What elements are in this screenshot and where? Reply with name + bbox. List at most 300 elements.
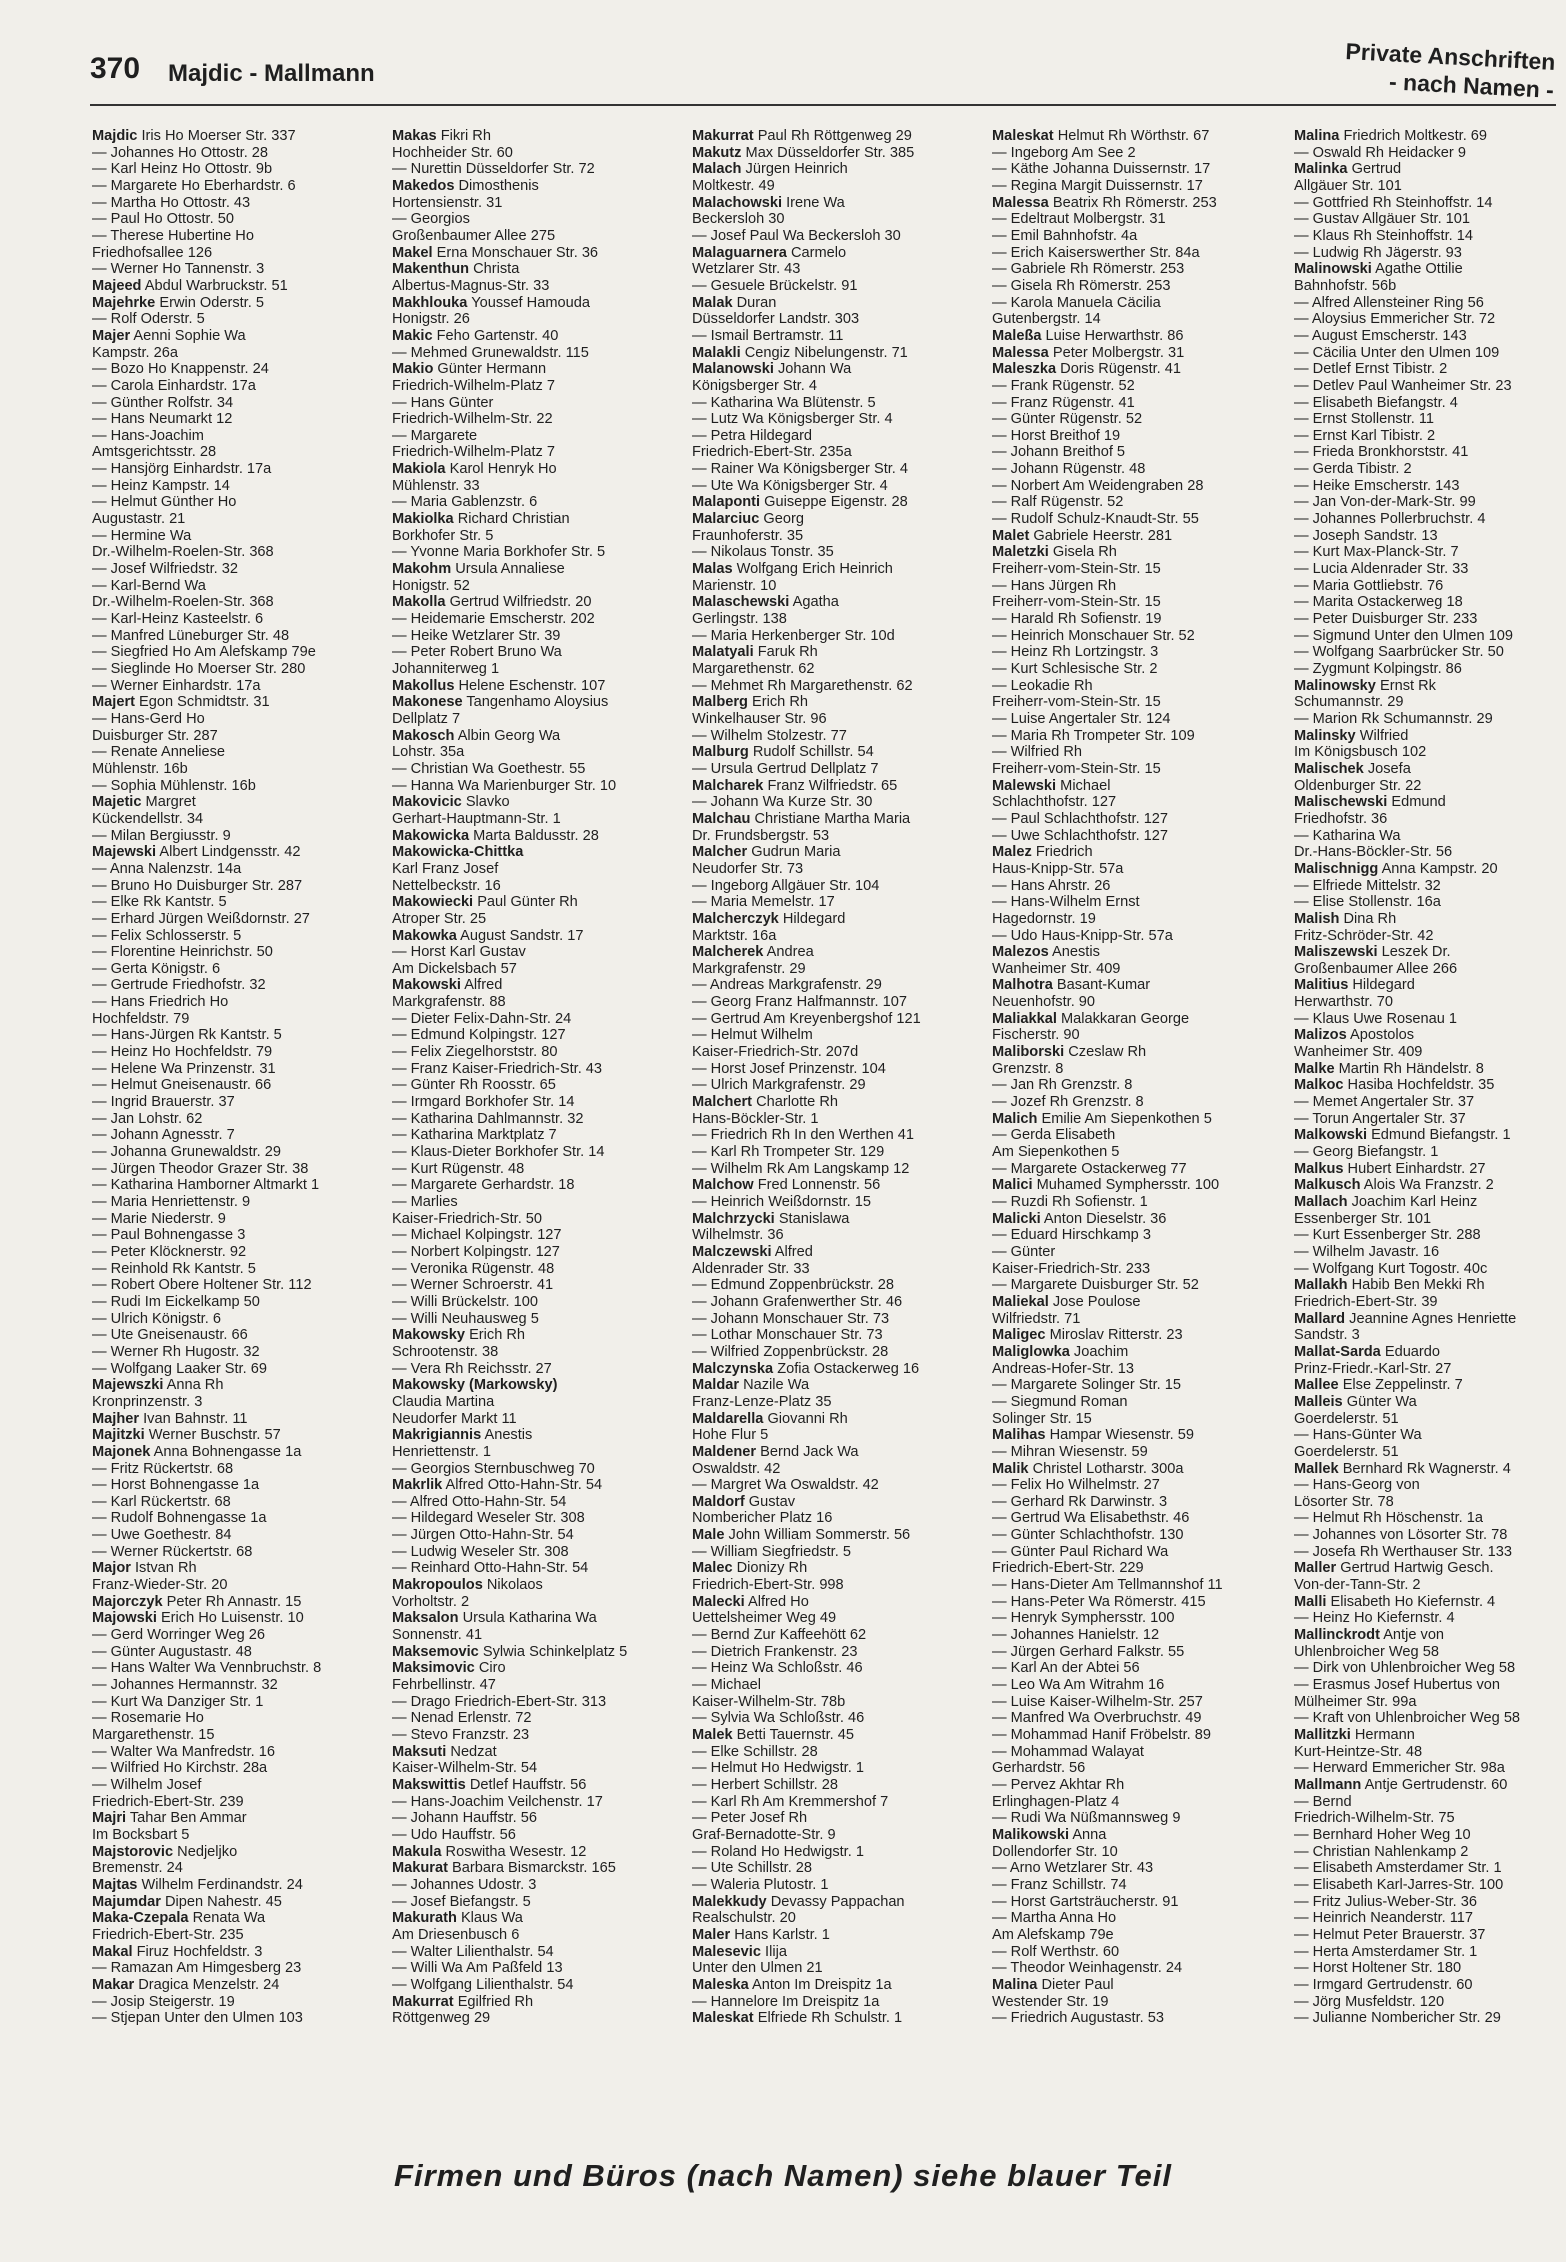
directory-entry: [992, 1877, 1274, 1894]
entry-details: Dina Rh: [1343, 910, 1397, 927]
directory-entry: [92, 828, 374, 845]
directory-entry: [392, 1211, 674, 1228]
entry-details: — Werner Rh Hugostr. 32: [92, 1343, 260, 1360]
entry-details: — Gerd Worringer Weg 26: [92, 1627, 266, 1644]
entry-details: Henriettenstr. 1: [392, 1443, 491, 1460]
entry-details: — Günter Schlachthofstr. 130: [992, 1527, 1184, 1544]
directory-entry: [1294, 345, 1556, 362]
directory-entry: [1294, 811, 1556, 828]
entry-details: — Elise Stollenstr. 16a: [1294, 894, 1441, 911]
directory-entry: [1294, 1644, 1556, 1661]
directory-entry: [992, 1377, 1274, 1394]
directory-entry: [992, 1011, 1274, 1028]
entry-details: Paul Günter Rh: [477, 894, 578, 911]
directory-entry: [692, 878, 974, 895]
entry-details: Dragica Menzelstr. 24: [138, 1976, 280, 1993]
entry-surname: Mallard: [1294, 1310, 1346, 1327]
directory-entry: [92, 478, 374, 495]
entry-details: Muhamed Symphersstr. 100: [1036, 1177, 1220, 1194]
directory-entry: [692, 661, 974, 678]
directory-entry: [392, 1627, 674, 1644]
directory-entry: [692, 961, 974, 978]
entry-surname: Malkusch: [1294, 1177, 1361, 1194]
entry-surname: Majeed: [92, 277, 142, 294]
entry-details: Dipen Nahestr. 45: [165, 1893, 282, 1910]
directory-entry: [392, 395, 674, 412]
entry-details: — Ernst Karl Tibistr. 2: [1294, 427, 1436, 444]
directory-entry: [392, 1044, 674, 1061]
entry-details: Duisburger Str. 287: [92, 727, 218, 744]
entry-details: Marta Baldusstr. 28: [473, 827, 599, 844]
entry-details: — Katharina Hamborner Altmarkt 1: [92, 1177, 320, 1194]
entry-details: — Gerda Elisabeth: [992, 1127, 1116, 1144]
entry-details: — Nenad Erlenstr. 72: [392, 1710, 532, 1727]
directory-entry: [1294, 994, 1556, 1011]
directory-entry: [392, 211, 674, 228]
entry-surname: Malhotra: [992, 977, 1053, 994]
entry-details: — Helmut Peter Brauerstr. 37: [1294, 1926, 1486, 1943]
entry-details: — Marita Ostackerweg 18: [1294, 594, 1463, 611]
entry-details: Helene Eschenstr. 107: [458, 677, 606, 694]
directory-entry: [992, 944, 1274, 961]
entry-surname: Malinsky: [1294, 727, 1356, 744]
entry-details: Wetzlarer Str. 43: [692, 261, 801, 278]
entry-surname: Majher: [92, 1410, 140, 1427]
page-title: Majdic - Mallmann: [168, 60, 375, 87]
directory-entry: [92, 345, 374, 362]
directory-entry: [692, 1494, 974, 1511]
entry-details: Freiherr-vom-Stein-Str. 15: [992, 594, 1161, 611]
directory-entry: [692, 628, 974, 645]
directory-entry: [392, 594, 674, 611]
entry-surname: Malici: [992, 1177, 1033, 1194]
entry-details: Sonnenstr. 41: [392, 1627, 483, 1644]
directory-entry: [992, 295, 1274, 312]
directory-entry: [92, 378, 374, 395]
directory-entry: [992, 1910, 1274, 1927]
entry-surname: Mallach: [1294, 1194, 1348, 1210]
entry-details: Wilfried: [1359, 727, 1409, 744]
entry-details: Elfriede Rh Schulstr. 1: [757, 2010, 903, 2027]
entry-details: — Elke Rk Kantstr. 5: [92, 894, 227, 911]
directory-entry: [92, 1744, 374, 1761]
directory-entry: [692, 1910, 974, 1927]
entry-details: — Leo Wa Am Witrahm 16: [992, 1677, 1165, 1694]
directory-entry: [392, 1527, 674, 1544]
entry-surname: Malessa: [992, 194, 1049, 211]
directory-entry: [1294, 1244, 1556, 1261]
directory-entry: [1294, 544, 1556, 561]
entry-details: — Heinz Ho Kiefernstr. 4: [1294, 1610, 1455, 1627]
entry-surname: Maliborski: [992, 1044, 1065, 1061]
directory-entry: [692, 361, 974, 378]
directory-entry: [92, 1860, 374, 1877]
directory-entry: [392, 1644, 674, 1661]
entry-details: — Maria Memelstr. 17: [692, 894, 835, 911]
listing-column-5: [1294, 128, 1556, 2027]
entry-surname: Malec: [692, 1560, 733, 1577]
entry-details: Borkhofer Str. 5: [392, 527, 494, 544]
entry-details: Friedrich-Ebert-Str. 39: [1294, 1293, 1438, 1310]
entry-details: Neudorfer Markt 11: [392, 1410, 517, 1427]
directory-entry: [92, 295, 374, 312]
directory-entry: [392, 461, 674, 478]
entry-surname: Makowicka: [392, 827, 470, 844]
entry-details: — Horst Karl Gustav: [392, 944, 526, 961]
entry-details: — Hans-Joachim Veilchenstr. 17: [392, 1793, 603, 1810]
directory-entry: [992, 211, 1274, 228]
directory-entry: [992, 861, 1274, 878]
directory-entry: [1294, 311, 1556, 328]
entry-details: — Heinz Ho Hochfeldstr. 79: [92, 1044, 273, 1061]
entry-details: — Udo Haus-Knipp-Str. 57a: [992, 927, 1173, 944]
entry-details: — Cäcilia Unter den Ulmen 109: [1294, 344, 1500, 361]
directory-entry: [392, 994, 674, 1011]
entry-details: Max Düsseldorfer Str. 385: [745, 144, 915, 161]
directory-entry: [992, 461, 1274, 478]
entry-details: — Günter Rügenstr. 52: [992, 411, 1143, 428]
directory-entry: [692, 278, 974, 295]
entry-details: — Margarete Ho Eberhardstr. 6: [92, 177, 296, 194]
directory-entry: [692, 1344, 974, 1361]
directory-entry: [992, 1094, 1274, 1111]
directory-entry: [1294, 1610, 1556, 1627]
directory-entry: [92, 1344, 374, 1361]
directory-entry: [392, 661, 674, 678]
entry-details: — Günther Rolfstr. 34: [92, 394, 234, 411]
directory-entry: [392, 1910, 674, 1927]
entry-details: — Dirk von Uhlenbroicher Weg 58: [1294, 1660, 1516, 1677]
entry-details: — Georg Franz Halfmannstr. 107: [692, 994, 907, 1011]
directory-entry: [992, 528, 1274, 545]
entry-details: — Peter Duisburger Str. 233: [1294, 611, 1478, 628]
entry-details: — Theodor Weinhagenstr. 24: [992, 1960, 1183, 1977]
entry-details: Kronprinzenstr. 3: [92, 1393, 203, 1410]
entry-details: Gerhardstr. 56: [992, 1760, 1086, 1777]
entry-details: — Nurettin Düsseldorfer Str. 72: [392, 161, 595, 178]
entry-details: — Sieglinde Ho Moerser Str. 280: [92, 661, 306, 677]
entry-details: — Maria Gottliebstr. 76: [1294, 577, 1444, 594]
entry-details: — Christian Nahlenkamp 2: [1294, 1843, 1469, 1860]
entry-details: Renata Wa: [192, 1910, 266, 1927]
directory-entry: [392, 228, 674, 245]
entry-details: Nettelbeckstr. 16: [392, 877, 501, 894]
entry-details: Egon Schmidtstr. 31: [139, 694, 270, 711]
entry-details: — Werner Ho Tannenstr. 3: [92, 261, 265, 278]
directory-entry: [1294, 694, 1556, 711]
directory-entry: [392, 1194, 674, 1211]
directory-entry: [692, 1144, 974, 1161]
directory-entry: [1294, 1927, 1556, 1944]
directory-entry: [92, 1111, 374, 1128]
entry-details: Schlachthofstr. 127: [992, 794, 1117, 811]
directory-entry: [92, 861, 374, 878]
entry-details: — Rainer Wa Königsberger Str. 4: [692, 461, 909, 478]
entry-surname: Maleßa: [992, 327, 1042, 344]
directory-entry: [992, 1760, 1274, 1777]
directory-entry: [92, 1461, 374, 1478]
directory-entry: [92, 911, 374, 928]
entry-details: Georg: [763, 511, 804, 528]
entry-details: Friedrich-Wilhelm-Platz 7: [392, 444, 555, 461]
entry-details: Nedzat: [450, 1743, 497, 1760]
directory-entry: [692, 1327, 974, 1344]
entry-details: — Ute Gneisenaustr. 66: [92, 1327, 248, 1344]
entry-surname: Malcharek: [692, 777, 764, 794]
directory-entry: [692, 944, 974, 961]
entry-surname: Makowiecki: [392, 894, 474, 911]
entry-details: Slavko: [465, 794, 510, 811]
entry-details: Fritz-Schröder-Str. 42: [1294, 927, 1434, 944]
entry-details: — Reinhold Rk Kantstr. 5: [92, 1260, 256, 1277]
directory-entry: [1294, 911, 1556, 928]
entry-details: — Georgios Sternbuschweg 70: [392, 1460, 595, 1477]
entry-details: — August Emscherstr. 143: [1294, 327, 1467, 344]
directory-entry: [992, 611, 1274, 628]
directory-entry: [92, 794, 374, 811]
entry-surname: Mallek: [1294, 1460, 1339, 1477]
directory-entry: [692, 1960, 974, 1977]
entry-details: — Werner Rückertstr. 68: [92, 1543, 253, 1560]
entry-details: — Gustav Allgäuer Str. 101: [1294, 211, 1471, 228]
directory-entry: [392, 1177, 674, 1194]
entry-details: Peter Rh Annastr. 15: [166, 1593, 302, 1610]
entry-surname: Malak: [692, 294, 733, 311]
entry-details: Freiherr-vom-Stein-Str. 15: [992, 694, 1161, 711]
directory-entry: [1294, 478, 1556, 495]
entry-details: Wilfriedstr. 71: [992, 1310, 1081, 1327]
entry-details: — Willi Neuhausweg 5: [392, 1310, 539, 1327]
directory-entry: [92, 844, 374, 861]
directory-entry: [992, 1694, 1274, 1711]
directory-entry: [692, 1294, 974, 1311]
entry-surname: Malchrzycki: [692, 1210, 775, 1227]
directory-entry: [992, 644, 1274, 661]
directory-entry: [392, 1960, 674, 1977]
entry-details: — Uwe Schlachthofstr. 127: [992, 827, 1169, 844]
entry-details: — Margarete Solinger Str. 15: [992, 1377, 1181, 1394]
directory-entry: [92, 894, 374, 911]
directory-entry: [1294, 1694, 1556, 1711]
directory-entry: [692, 528, 974, 545]
entry-details: — Roland Ho Hedwigstr. 1: [692, 1843, 864, 1860]
entry-details: Marienstr. 10: [692, 577, 777, 594]
entry-surname: Malecki: [692, 1593, 745, 1610]
directory-entry: [692, 1510, 974, 1527]
directory-entry: [1294, 461, 1556, 478]
directory-entry: [1294, 611, 1556, 628]
directory-entry: [692, 1827, 974, 1844]
entry-details: Charlotte Rh: [756, 1094, 839, 1111]
entry-details: Von-der-Tann-Str. 2: [1294, 1577, 1421, 1594]
entry-details: Anna Rh: [166, 1377, 224, 1394]
entry-surname: Makrlik: [392, 1477, 443, 1494]
entry-details: Ciro: [478, 1660, 506, 1677]
directory-entry: [1294, 1594, 1556, 1611]
entry-details: Detlef Hauffstr. 56: [469, 1776, 587, 1793]
directory-entry: [692, 1560, 974, 1577]
directory-entry: [992, 594, 1274, 611]
entry-surname: Malitius: [1294, 977, 1349, 994]
entry-details: — Karl An der Abtei 56: [992, 1660, 1140, 1677]
directory-entry: [92, 1544, 374, 1561]
entry-details: Fikri Rh: [440, 128, 491, 144]
directory-entry: [692, 1710, 974, 1727]
directory-entry: [1294, 761, 1556, 778]
entry-details: — Lucia Aldenrader Str. 33: [1294, 561, 1469, 578]
entry-surname: Majtas: [92, 1876, 138, 1893]
entry-details: — Gerda Tibistr. 2: [1294, 461, 1412, 478]
entry-details: Nombericher Platz 16: [692, 1510, 833, 1527]
directory-entry: [1294, 1827, 1556, 1844]
directory-entry: [392, 161, 674, 178]
entry-details: Sandstr. 3: [1294, 1327, 1360, 1344]
entry-surname: Makowsky (Markowsky): [392, 1377, 558, 1394]
entry-surname: Malaponti: [692, 494, 761, 511]
entry-details: — Regina Margit Duissernstr. 17: [992, 177, 1203, 194]
entry-surname: Maliakkal: [992, 1010, 1057, 1027]
directory-entry: [92, 1477, 374, 1494]
entry-details: — Hans Ahrstr. 26: [992, 877, 1111, 894]
directory-entry: [692, 1377, 974, 1394]
directory-entry: [992, 1710, 1274, 1727]
directory-entry: [92, 1760, 374, 1777]
entry-details: — Sigmund Unter den Ulmen 109: [1294, 627, 1514, 644]
directory-entry: [392, 794, 674, 811]
entry-details: Neuenhofstr. 90: [992, 994, 1096, 1011]
directory-entry: [92, 328, 374, 345]
directory-entry: [1294, 261, 1556, 278]
directory-entry: [692, 1844, 974, 1861]
entry-details: Friedrich Moltkestr. 69: [1343, 128, 1488, 144]
entry-details: Hildegard: [1352, 977, 1415, 994]
directory-entry: [692, 1227, 974, 1244]
directory-entry: [992, 794, 1274, 811]
directory-entry: [1294, 1527, 1556, 1544]
directory-entry: [92, 1910, 374, 1927]
entry-details: — Johann Breithof 5: [992, 444, 1126, 461]
entry-details: Hasiba Hochfeldstr. 35: [1347, 1077, 1495, 1094]
entry-surname: Majer: [92, 327, 131, 344]
entry-surname: Malischewski: [1294, 794, 1388, 811]
directory-entry: [692, 1411, 974, 1428]
entry-surname: Makedos: [392, 177, 455, 194]
directory-entry: [92, 1294, 374, 1311]
directory-entry: [92, 578, 374, 595]
entry-details: — Maria Henriettenstr. 9: [92, 1194, 251, 1210]
entry-surname: Malarciuc: [692, 511, 760, 528]
entry-details: — Kurt Schlesische Str. 2: [992, 661, 1158, 677]
entry-details: — Franz Schillstr. 74: [992, 1876, 1127, 1893]
directory-entry: [1294, 661, 1556, 678]
entry-details: — Jozef Rh Grenzstr. 8: [992, 1094, 1144, 1111]
directory-entry: [1294, 844, 1556, 861]
entry-details: — Kurt Essenberger Str. 288: [1294, 1227, 1481, 1244]
entry-details: Albertus-Magnus-Str. 33: [392, 277, 550, 294]
entry-details: Kaiser-Wilhelm-Str. 54: [392, 1760, 538, 1777]
entry-details: Erwin Oderstr. 5: [159, 294, 264, 311]
directory-entry: [392, 1411, 674, 1428]
entry-details: Guiseppe Eigenstr. 28: [764, 494, 908, 511]
directory-entry: [992, 1161, 1274, 1178]
directory-entry: [692, 1927, 974, 1944]
entry-surname: Maldar: [692, 1377, 740, 1394]
entry-details: Sylwia Schinkelplatz 5: [482, 1643, 628, 1660]
entry-details: Dr. Frundsbergstr. 53: [692, 827, 830, 844]
directory-entry: [392, 911, 674, 928]
entry-details: — Martha Ho Ottostr. 43: [92, 194, 251, 211]
entry-details: Michael: [1060, 777, 1111, 794]
entry-details: — Mohammad Walayat: [992, 1743, 1144, 1760]
entry-details: Egilfried Rh: [457, 1993, 534, 2010]
entry-details: — Josef Wilfriedstr. 32: [92, 561, 238, 578]
entry-details: Schrootenstr. 38: [392, 1343, 499, 1360]
entry-details: Kaiser-Wilhelm-Str. 78b: [692, 1693, 846, 1710]
entry-details: — Friedrich Augustastr. 53: [992, 2010, 1164, 2027]
entry-details: Wilhelm Ferdinandstr. 24: [141, 1876, 303, 1893]
directory-entry: [392, 811, 674, 828]
entry-details: — Hans-Joachim: [92, 427, 204, 444]
directory-entry: [92, 261, 374, 278]
entry-details: — Siegmund Roman: [992, 1393, 1128, 1410]
directory-entry: [92, 245, 374, 262]
entry-details: — Hans-Günter Wa: [1294, 1427, 1422, 1444]
directory-entry: [1294, 711, 1556, 728]
entry-details: — Paul Schlachthofstr. 127: [992, 810, 1169, 827]
entry-details: — Alfred Otto-Hahn-Str. 54: [392, 1493, 567, 1510]
directory-entry: [692, 178, 974, 195]
directory-entry: [1294, 1194, 1556, 1211]
directory-entry: [1294, 395, 1556, 412]
directory-entry: [392, 878, 674, 895]
directory-entry: [92, 811, 374, 828]
entry-details: — Georg Biefangstr. 1: [1294, 1144, 1439, 1161]
directory-entry: [392, 1011, 674, 1028]
directory-entry: [92, 1144, 374, 1161]
entry-details: — Johannes Hermannstr. 32: [92, 1677, 278, 1694]
entry-details: — Johann Hauffstr. 56: [392, 1810, 537, 1827]
entry-details: Ivan Bahnstr. 11: [143, 1410, 248, 1427]
entry-details: Uhlenbroicher Weg 58: [1294, 1643, 1439, 1660]
entry-details: — Hans-Gerd Ho: [92, 710, 205, 727]
entry-details: — Ernst Stollenstr. 11: [1294, 411, 1435, 428]
directory-entry: [92, 1877, 374, 1894]
directory-entry: [1294, 1944, 1556, 1961]
entry-surname: Malanowski: [692, 361, 774, 378]
directory-entry: [392, 378, 674, 395]
entry-details: — Helmut Gneisenaustr. 66: [92, 1077, 272, 1094]
directory-entry: [392, 1111, 674, 1128]
directory-entry: [92, 1377, 374, 1394]
entry-details: Alfred: [774, 1243, 813, 1260]
directory-entry: [1294, 561, 1556, 578]
entry-details: — Aloysius Emmericher Str. 72: [1294, 311, 1496, 328]
entry-details: Hochfeldstr. 79: [92, 1010, 190, 1027]
entry-details: Apostolos: [1349, 1027, 1415, 1044]
directory-entry: [92, 444, 374, 461]
entry-details: Miroslav Ritterstr. 23: [1049, 1327, 1183, 1344]
entry-details: Dellplatz 7: [392, 710, 461, 727]
directory-entry: [1294, 1977, 1556, 1994]
entry-details: — Ursula Gertrud Dellplatz 7: [692, 760, 879, 777]
entry-surname: Maliekal: [992, 1293, 1049, 1310]
entry-surname: Malina: [1294, 128, 1340, 144]
directory-entry: [392, 1227, 674, 1244]
directory-entry: [92, 1994, 374, 2011]
directory-entry: [1294, 1894, 1556, 1911]
entry-details: Beckersloh 30: [692, 211, 785, 228]
directory-entry: [1294, 1494, 1556, 1511]
